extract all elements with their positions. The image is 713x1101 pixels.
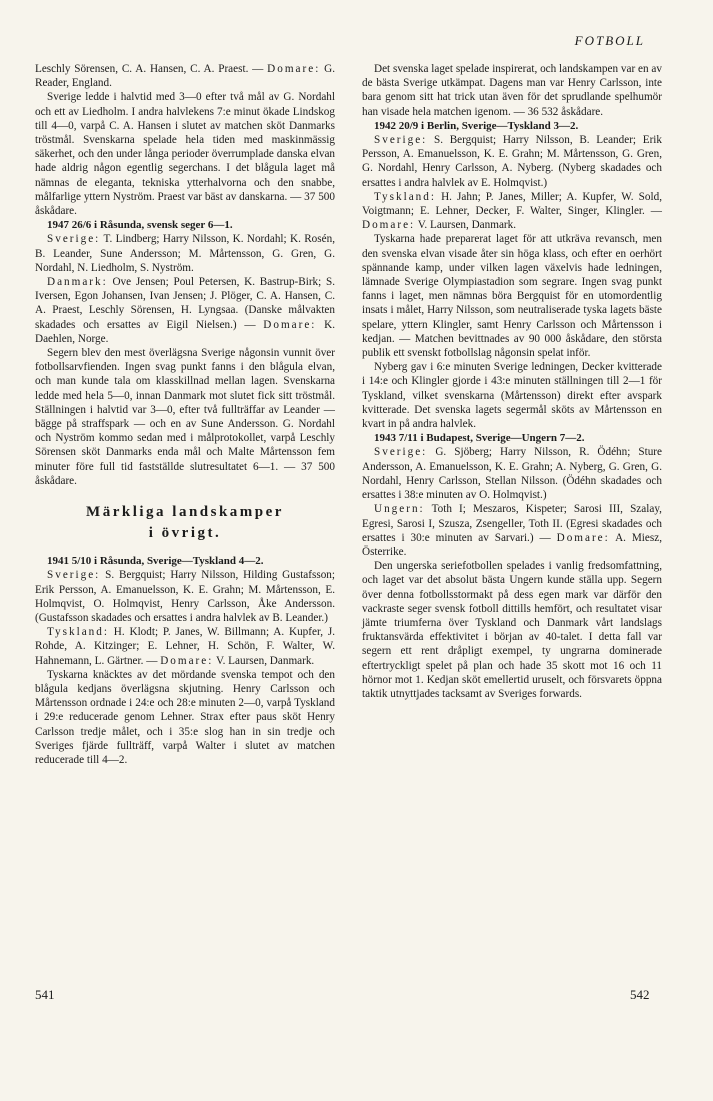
paragraph: Det svenska laget spelade inspirerat, och landskampen var en av de bästa Sverige utkämpat. Dagens man var Henry Carlsson, inte bara genom sitt hat trick utan även för det sprudlande spelhumör han visade hela matchen igenom. — 36 532 åskådare. [362, 63, 662, 118]
paragraph: Sverige ledde i halvtid med 3—0 efter två mål av G. Nordahl och ett av Liedholm. I andra halvlekens 7:e minut ökade Lindskog till 4—0, varpå C. A. Hansen i slutet av matchen sköt Danmarks tröstmål. Svenskarna spelade hela tiden med maskinmässig säkerhet, och den under långa perioder överrumplade danska elvan hade aldrig någon egentlig segerchans. I det blågula laget må nämnas de eleganta, tekniska ytterhalvorna och den snabbe, målfarlige yttern Nyström. Praest var bäst av danskarna. — 37 500 åskådare. [35, 91, 335, 218]
lineup-tyskland: Tyskland: H. Klodt; P. Janes, W. Billmann; A. Kupfer, J. Rohde, A. Kitzinger; E. Lehner, H. Schön, F. Walter, W. Hahnemann, L. Gärtner. — Domare: V. Laursen, Danmark. [35, 626, 335, 667]
running-title: FOTBOLL [574, 33, 645, 48]
lineup-sverige: Sverige: G. Sjöberg; Harry Nilsson, R. Ödéhn; Sture Andersson, A. Emanuelsson, K. E. Grahn; A. Nyberg, G. Gren, G. Nordahl, Henry Carlsson, Stellan Nilsson. (Ödéhn skadades och ersattes i 38:e minuten av O. Holmqvist.) [362, 446, 662, 502]
lineup-ungern: Ungern: Toth I; Meszaros, Kispeter; Sarosi III, Szalay, Egresi, Sarosi I, Szusza, Zsengeller, Toth II. (Egresi skadades och ersattes i 30:e minuten av Sarvari.) — Domare: A. Miesz, Österrike. [362, 503, 662, 558]
match-heading: 1947 26/6 i Råsunda, svensk seger 6—1. [47, 219, 233, 232]
match-report: Nyberg gav i 6:e minuten Sverige ledningen, Decker kvitterade i 14:e och Klingler gjorde i 43:e minuten ställningen till 2—1 för Tyskland, vilket svenskarna (Mårtensson) direkt efter avspark kvitterade. Det svenska lagets segermål sköts av Mårtensson en kvart in på andra halvlek. [362, 361, 662, 431]
match-heading: 1943 7/11 i Budapest, Sverige—Ungern 7—2. [374, 432, 585, 445]
match-report: Tyskarna hade preparerat laget för att utkräva revansch, men den svenska elvan visade åter sin höga klass, och efter en oerhört spännande kamp, under vilken lagen växelvis hade ledningen, lämnade Sverige Olympiastadion som segrare. Ingen svag punkt fanns i laget, men nämnas böra Bergquist för en utomordentlig insats i målet, Harry Nilsson, som neutraliserade tyska lagets bäste spelare, yttern Klingler, samt Henry Carlsson och Mårtensson i kedjan. — Matchen bevittnades av 90 000 åskådare, den största publik ett svenskt fotbollslag någonsin spelat inför. [362, 233, 662, 360]
match-report: Den ungerska seriefotbollen spelades i vanlig fredsomfattning, och laget var det absolut bästa Ungern kunde ställa upp. Segern över denna fotbollsstormakt på dess egen mark var därför den vackraste seger svensk fotboll dittills hemfört, och resultatet visar jämte triumferna över Tyskland och Danmark vårt landslags fruktansvärda effektivitet i början av 40-talet. I detta fall var segern ett rent dråpligt exempel, ty ungrarna dominerade eftertryckligt spelet på plan och hade 35 skott mot 16 och 11 hörnor mot 1. Kedjan sköt emellertid uruselt, och försvarets öppna taktik utnyttjades tacksamt av Sveriges forwards. [362, 560, 662, 700]
paragraph: Leschly Sörensen, C. A. Hansen, C. A. Praest. — Domare: G. Reader, England. [35, 63, 336, 90]
section-title: Märkliga landskamper i övrigt. [86, 504, 284, 542]
lineup-danmark: Danmark: Ove Jensen; Poul Petersen, K. Bastrup-Birk; S. Iversen, Egon Johansen, Ivan Jensen; J. Plöger, C. A. Hansen, C. A. Praest, Leschly Sörensen, H. Lyngsaa. (Danske målvakten skadades och ersattes av Eigil Nielsen.) — Domare: K. Daehlen, Norge. [35, 276, 336, 345]
lineup-sverige: Sverige: T. Lindberg; Harry Nilsson, K. Nordahl; K. Rosén, B. Leander, Sune Andersson; M. Mårtensson, G. Gren, G. Nordahl, N. Liedholm, S. Nyström. [35, 233, 335, 274]
page-number-left: 541 [35, 987, 55, 1002]
left-column [35, 62, 335, 767]
match-heading: 1941 5/10 i Råsunda, Sverige—Tyskland 4—2. [47, 555, 264, 568]
lineup-sverige: Sverige: S. Bergquist; Harry Nilsson, Hilding Gustafsson; Erik Persson, A. Emanuelsson, K. E. Grahn; M. Mårtensson, E. Holmqvist, O. Holmqvist, Henry Carlsson, Åke Andersson. (Gustafsson skadades och ersattes i andra halvlek av B. Leander.) [35, 569, 336, 624]
lineup-tyskland: Tyskland: H. Jahn; P. Janes, Miller; A. Kupfer, W. Sold, Voigtmann; E. Lehner, Decker, F. Walter, Singer, Klingler. — Domare: V. Laursen, Danmark. [362, 190, 662, 232]
match-heading: 1942 20/9 i Berlin, Sverige—Tyskland 3—2. [374, 119, 579, 132]
right-column [362, 62, 662, 701]
lineup-sverige: Sverige: S. Bergquist; Harry Nilsson, B. Leander; Erik Persson, A. Emanuelsson, K. E. Grahn; M. Mårtensson, G. Gren, G. Nordahl, Henry Carlsson, A. Nyberg. (Nyberg skadades och ersattes i andra halvlek av E. Holmqvist.) [362, 134, 662, 189]
match-report: Segern blev den mest överlägsna Sverige någonsin vunnit över fotbollsarvfienden. Ingen svag punkt fanns i den blågula elvan, och man kunde tala om klasskillnad mellan lagen. Svenskarna ledde med hela 5—0, innan Danmark mot slutet fick sitt tröstmål. Ställningen i halvtid var 3—0, efter två fullträffar av Leander — bägge på straffspark — och en av Sune Andersson. G. Nordahl och Nyström kommo sedan med i målprotokollet, varpå Leschly Sörensen sköt Danmarks enda mål och Malte Mårtensson fem minuter före full tid fastställde slutresultatet 6—1. — 37 500 åskådare. [35, 347, 335, 487]
match-report: Tyskarna knäcktes av det mördande svenska tempot och den blågula kedjans överlägsna skjutning. Henry Carlsson och Mårtensson ordnade i 24:e och 28:e minuten 2—0, varpå Tyskland i 29:e reducerade genom Lehner. Strax efter paus sköt Henry Carlsson tredje målet, och i 35:e slog han in sin tredje och Sveriges fjärde fullträff, varpå Walter i slutet av matchen reducerade till 4—2. [35, 668, 335, 766]
page-number-right: 542 [630, 987, 650, 1002]
